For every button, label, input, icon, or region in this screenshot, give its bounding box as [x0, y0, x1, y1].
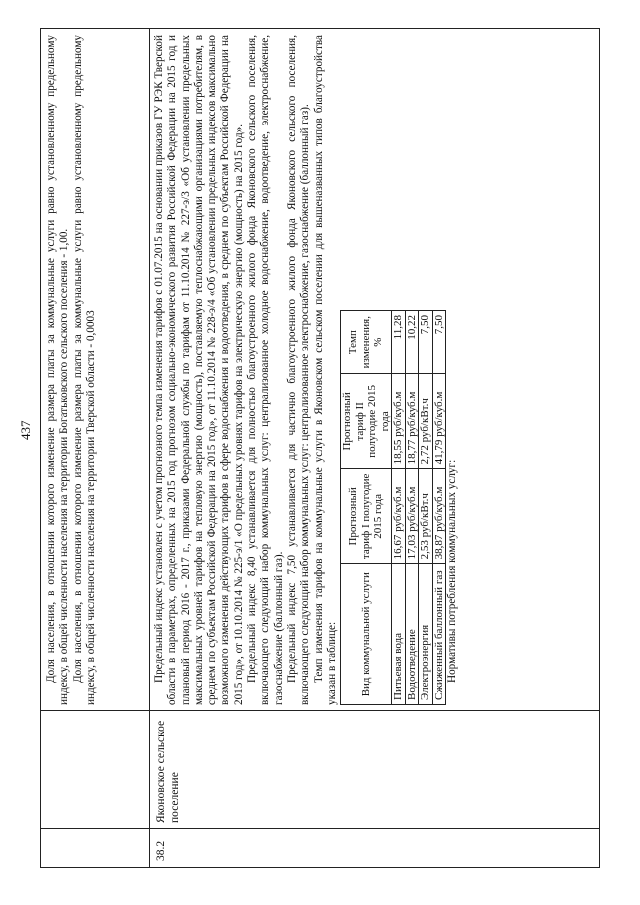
table-cell: 11,28	[392, 311, 406, 374]
table-cell: 41,79 руб/куб.м	[432, 374, 446, 469]
table-cell: Сжиженный баллонный газ	[432, 564, 446, 705]
paragraph: Предельный индекс 7,50 устанавливается для частично благоустроенного жилого фонда Яконовского сельского поселения, включающего следующий набор коммунальных услуг: централизованное электроснабжение, газоснабжение (баллонный газ).	[285, 35, 312, 705]
header-cell: Темп изменения, %	[341, 311, 392, 374]
table-cell: 2,72 руб/кВт.ч	[419, 374, 433, 469]
name-column	[41, 710, 599, 829]
document-table	[40, 28, 600, 868]
table-cell: 16,67 руб/куб.м	[392, 469, 406, 564]
table-row	[405, 311, 419, 705]
paragraph: Доля населения, в отношении которого изменение размера платы за коммунальные услуги равно установленному предельному индексу, в общей численности населения на территории Богатьковского сельского поселения - 1,00.	[45, 35, 71, 705]
table-cell: Электроэнергия	[419, 564, 433, 705]
number-column	[41, 828, 599, 867]
page-number: 437	[18, 420, 33, 440]
row-number: 38.2	[155, 840, 167, 861]
table-cell: 18,55 руб/куб.м	[392, 374, 406, 469]
table-cell: Водоотведение	[405, 564, 419, 705]
table-frame	[40, 28, 600, 868]
row-content	[153, 35, 459, 705]
tariff-table	[340, 310, 446, 705]
previous-row-text	[45, 35, 98, 705]
table-header-row	[341, 311, 392, 705]
header-cell: Вид коммунальной услуги	[341, 564, 392, 705]
paragraph: Темп изменения тарифов на коммунальные услуги в Яконовском сельском поселении для вышеназванных типов благоустройства указан в таблице:	[312, 35, 338, 705]
table-cell: 17,03 руб/куб.м	[405, 469, 419, 564]
table-cell: 18,77 руб/куб.м	[405, 374, 419, 469]
paragraph: Доля населения, в отношении которого изменение размера платы за коммунальные услуги равно установленному предельному индексу, в общей численности населения на территории Тверской области - 0,0003	[71, 35, 97, 705]
paragraph: Предельный индекс 8,40 устанавливается для полностью благоустроенного жилого фонда Яконовского сельского поселения, включающего следующий набор коммунальных услуг: централизованное холодное водоснабжение, водоотведение, электроснабжение, газоснабжение (баллонный газ).	[246, 35, 285, 705]
table-cell: 7,50	[432, 311, 446, 374]
paragraph: Предельный индекс установлен с учетом прогнозного темпа изменения тарифов с 01.07.2015 на основании приказов ГУ РЭК Тверской области в параметрах, определенных на 2015 год прогнозом социально-экономического развития Российской Федерации на 2015 год и плановый период 2016 - 2017 г., приказами Федеральной службы по тарифам от 11.10.2014 № 227-э/3 «Об установлении предельных максимальных уровней тарифов на тепловую энергию (мощность), поставляемую теплоснабжающими организациями потребителям, в среднем по субъектам Российской Федерации на 2015 год», от 11.10.2014 № 228-э/4 «Об установлении предельных индексов максимально возможного изменения действующих тарифов в сфере водоснабжения и водоотведения, в среднем по субъектам Российской Федерации на 2015 год», от 10.10.2014 № 225-э/1 «О предельных уровнях тарифов на электрическую энергию (мощность) на 2015 год».	[153, 35, 245, 705]
footer-text: Нормативы потребления коммунальных услуг:	[446, 459, 459, 683]
table-row	[419, 311, 433, 705]
table-cell: 7,50	[419, 311, 433, 374]
table-cell: 10,22	[405, 311, 419, 374]
header-cell: Прогнозный тариф I полугодие 2015 года	[341, 469, 392, 564]
header-cell: Прогнозный тариф II полугодие 2015 года	[341, 374, 392, 469]
table-row	[392, 311, 406, 705]
table-cell: Питьевая вода	[392, 564, 406, 705]
table-row	[432, 311, 446, 705]
table-cell: 2,53 руб/кВт.ч	[419, 469, 433, 564]
settlement-name: Яконовское сельское поселение	[155, 720, 181, 823]
row-divider	[149, 29, 150, 867]
table-cell: 38,87 руб/куб.м	[432, 469, 446, 564]
